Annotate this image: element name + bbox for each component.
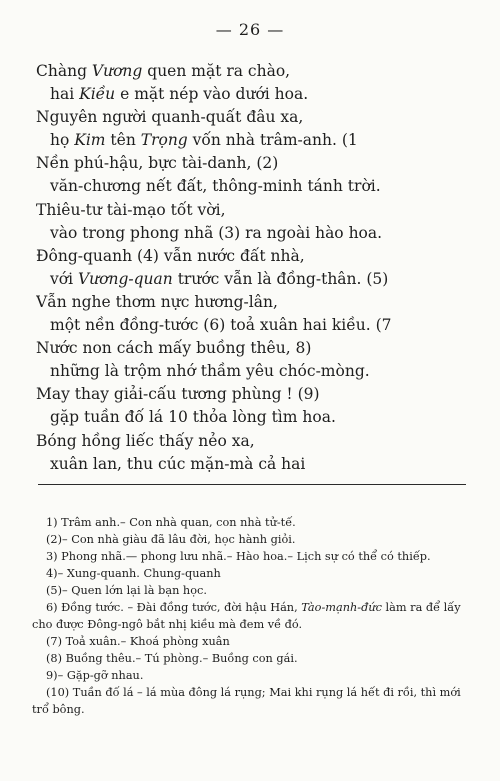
- text-run: Nước non cách mấy buồng thêu, 8): [36, 339, 312, 358]
- verse-line: [36, 199, 476, 222]
- verse-line: [36, 60, 476, 83]
- footnote: [32, 565, 472, 582]
- text-run: vào trong phong nhã (3) ra ngoài hào hoa.: [50, 223, 383, 242]
- text-run: Thiêu-tư tài-mạo tốt vời,: [36, 200, 226, 219]
- text-run: 4)– Xung-quanh. Chung-quanh: [46, 567, 221, 580]
- text-run: (7) Toả xuân.– Khoá phòng xuân: [46, 635, 230, 648]
- text-run: 1) Trâm anh.– Con nhà quan, con nhà tử-tế.: [46, 516, 296, 529]
- verse-line: [36, 83, 476, 106]
- text-run: tên: [105, 131, 141, 150]
- text-run: (8) Buồng thêu.– Tú phòng.– Buồng con gái.: [46, 652, 298, 665]
- footnote: [32, 514, 472, 531]
- footnote: [32, 531, 472, 548]
- verse-line: [36, 129, 476, 152]
- text-run: hai: [50, 85, 80, 104]
- italic-name: Trọng: [140, 131, 188, 150]
- text-run: họ: [50, 131, 75, 150]
- text-run: (10) Tuần đố lá – lá mùa đông lá rụng; Mai khi rụng lá hết đi rồi, thì mới trổ bông.: [32, 686, 461, 716]
- text-run: Nền phú-hậu, bực tài-danh, (2): [36, 154, 279, 173]
- verse-line: [36, 453, 476, 476]
- footnote: [32, 633, 472, 650]
- footnote: [32, 684, 472, 718]
- footnote: [32, 650, 472, 667]
- text-run: vốn nhà trâm-anh. (1: [187, 131, 358, 150]
- text-run: Bóng hồng liếc thấy nẻo xa,: [36, 431, 255, 450]
- text-run: làm ra để lấy cho được Đông-ngô bắt nhị kiều mà đem về đó.: [32, 601, 461, 631]
- text-run: gặp tuần đố lá 10 thỏa lòng tìm hoa.: [50, 408, 336, 427]
- text-run: Nguyên người quanh-quất đâu xa,: [36, 108, 304, 127]
- text-run: May thay giải-cấu tương phùng ! (9): [36, 385, 320, 404]
- verse-line: [36, 337, 476, 360]
- verse-line: [36, 406, 476, 429]
- text-run: văn-chương nết đất, thông-minh tánh trời.: [50, 177, 381, 196]
- verse-line: [36, 222, 476, 245]
- text-run: 9)– Gặp-gỡ nhau.: [46, 669, 144, 682]
- footnote-divider: [38, 484, 466, 485]
- footnote: [32, 582, 472, 599]
- text-run: trước vẫn là đồng-thân. (5): [172, 269, 389, 288]
- text-run: 6) Đồng tước. – Đài đồng tước, đời hậu Hán,: [46, 601, 302, 614]
- italic-name: Vương-quan: [77, 269, 173, 288]
- verse-line: [36, 314, 476, 337]
- italic-name: Vương: [91, 62, 143, 80]
- verse-line: [36, 175, 476, 198]
- text-run: với: [50, 269, 78, 288]
- verse-line: [36, 360, 476, 383]
- italic-name: Kiều: [79, 85, 116, 104]
- text-run: quen mặt ra chào,: [142, 62, 291, 80]
- text-run: một nền đồng-tước (6) toả xuân hai kiều. (7: [50, 316, 392, 335]
- italic-name: Tào-mạnh-đức: [301, 601, 382, 614]
- text-run: Vẫn nghe thơm nực hương-lân,: [36, 292, 278, 311]
- text-run: e mặt nép vào dưới hoa.: [115, 85, 309, 104]
- verse-line: [36, 430, 476, 453]
- text-run: (2)– Con nhà giàu đã lâu đời, học hành giỏi.: [46, 533, 296, 546]
- verse-line: [36, 106, 476, 129]
- text-run: 3) Phong nhã.— phong lưu nhã.– Hào hoa.– Lịch sự có thể có thiếp.: [46, 550, 431, 563]
- text-run: (5)– Quen lớn lại là bạn học.: [46, 584, 207, 597]
- text-run: những là trộm nhớ thầm yêu chóc-mòng.: [50, 362, 370, 381]
- verse-line: [36, 383, 476, 406]
- text-run: Chàng: [36, 62, 92, 80]
- footnotes: [32, 514, 472, 718]
- verse-line: [36, 291, 476, 314]
- text-run: xuân lan, thu cúc mặn-mà cả hai: [50, 454, 306, 473]
- italic-name: Kim: [74, 131, 106, 150]
- verse-line: [36, 245, 476, 268]
- poem: [36, 60, 476, 476]
- text-run: Đông-quanh (4) vẫn nước đất nhà,: [36, 246, 305, 265]
- verse-line: [36, 152, 476, 175]
- verse-line: [36, 268, 476, 291]
- page-number: — 26 —: [215, 20, 285, 39]
- footnote: [32, 599, 472, 633]
- footnote: [32, 548, 472, 565]
- footnote: [32, 667, 472, 684]
